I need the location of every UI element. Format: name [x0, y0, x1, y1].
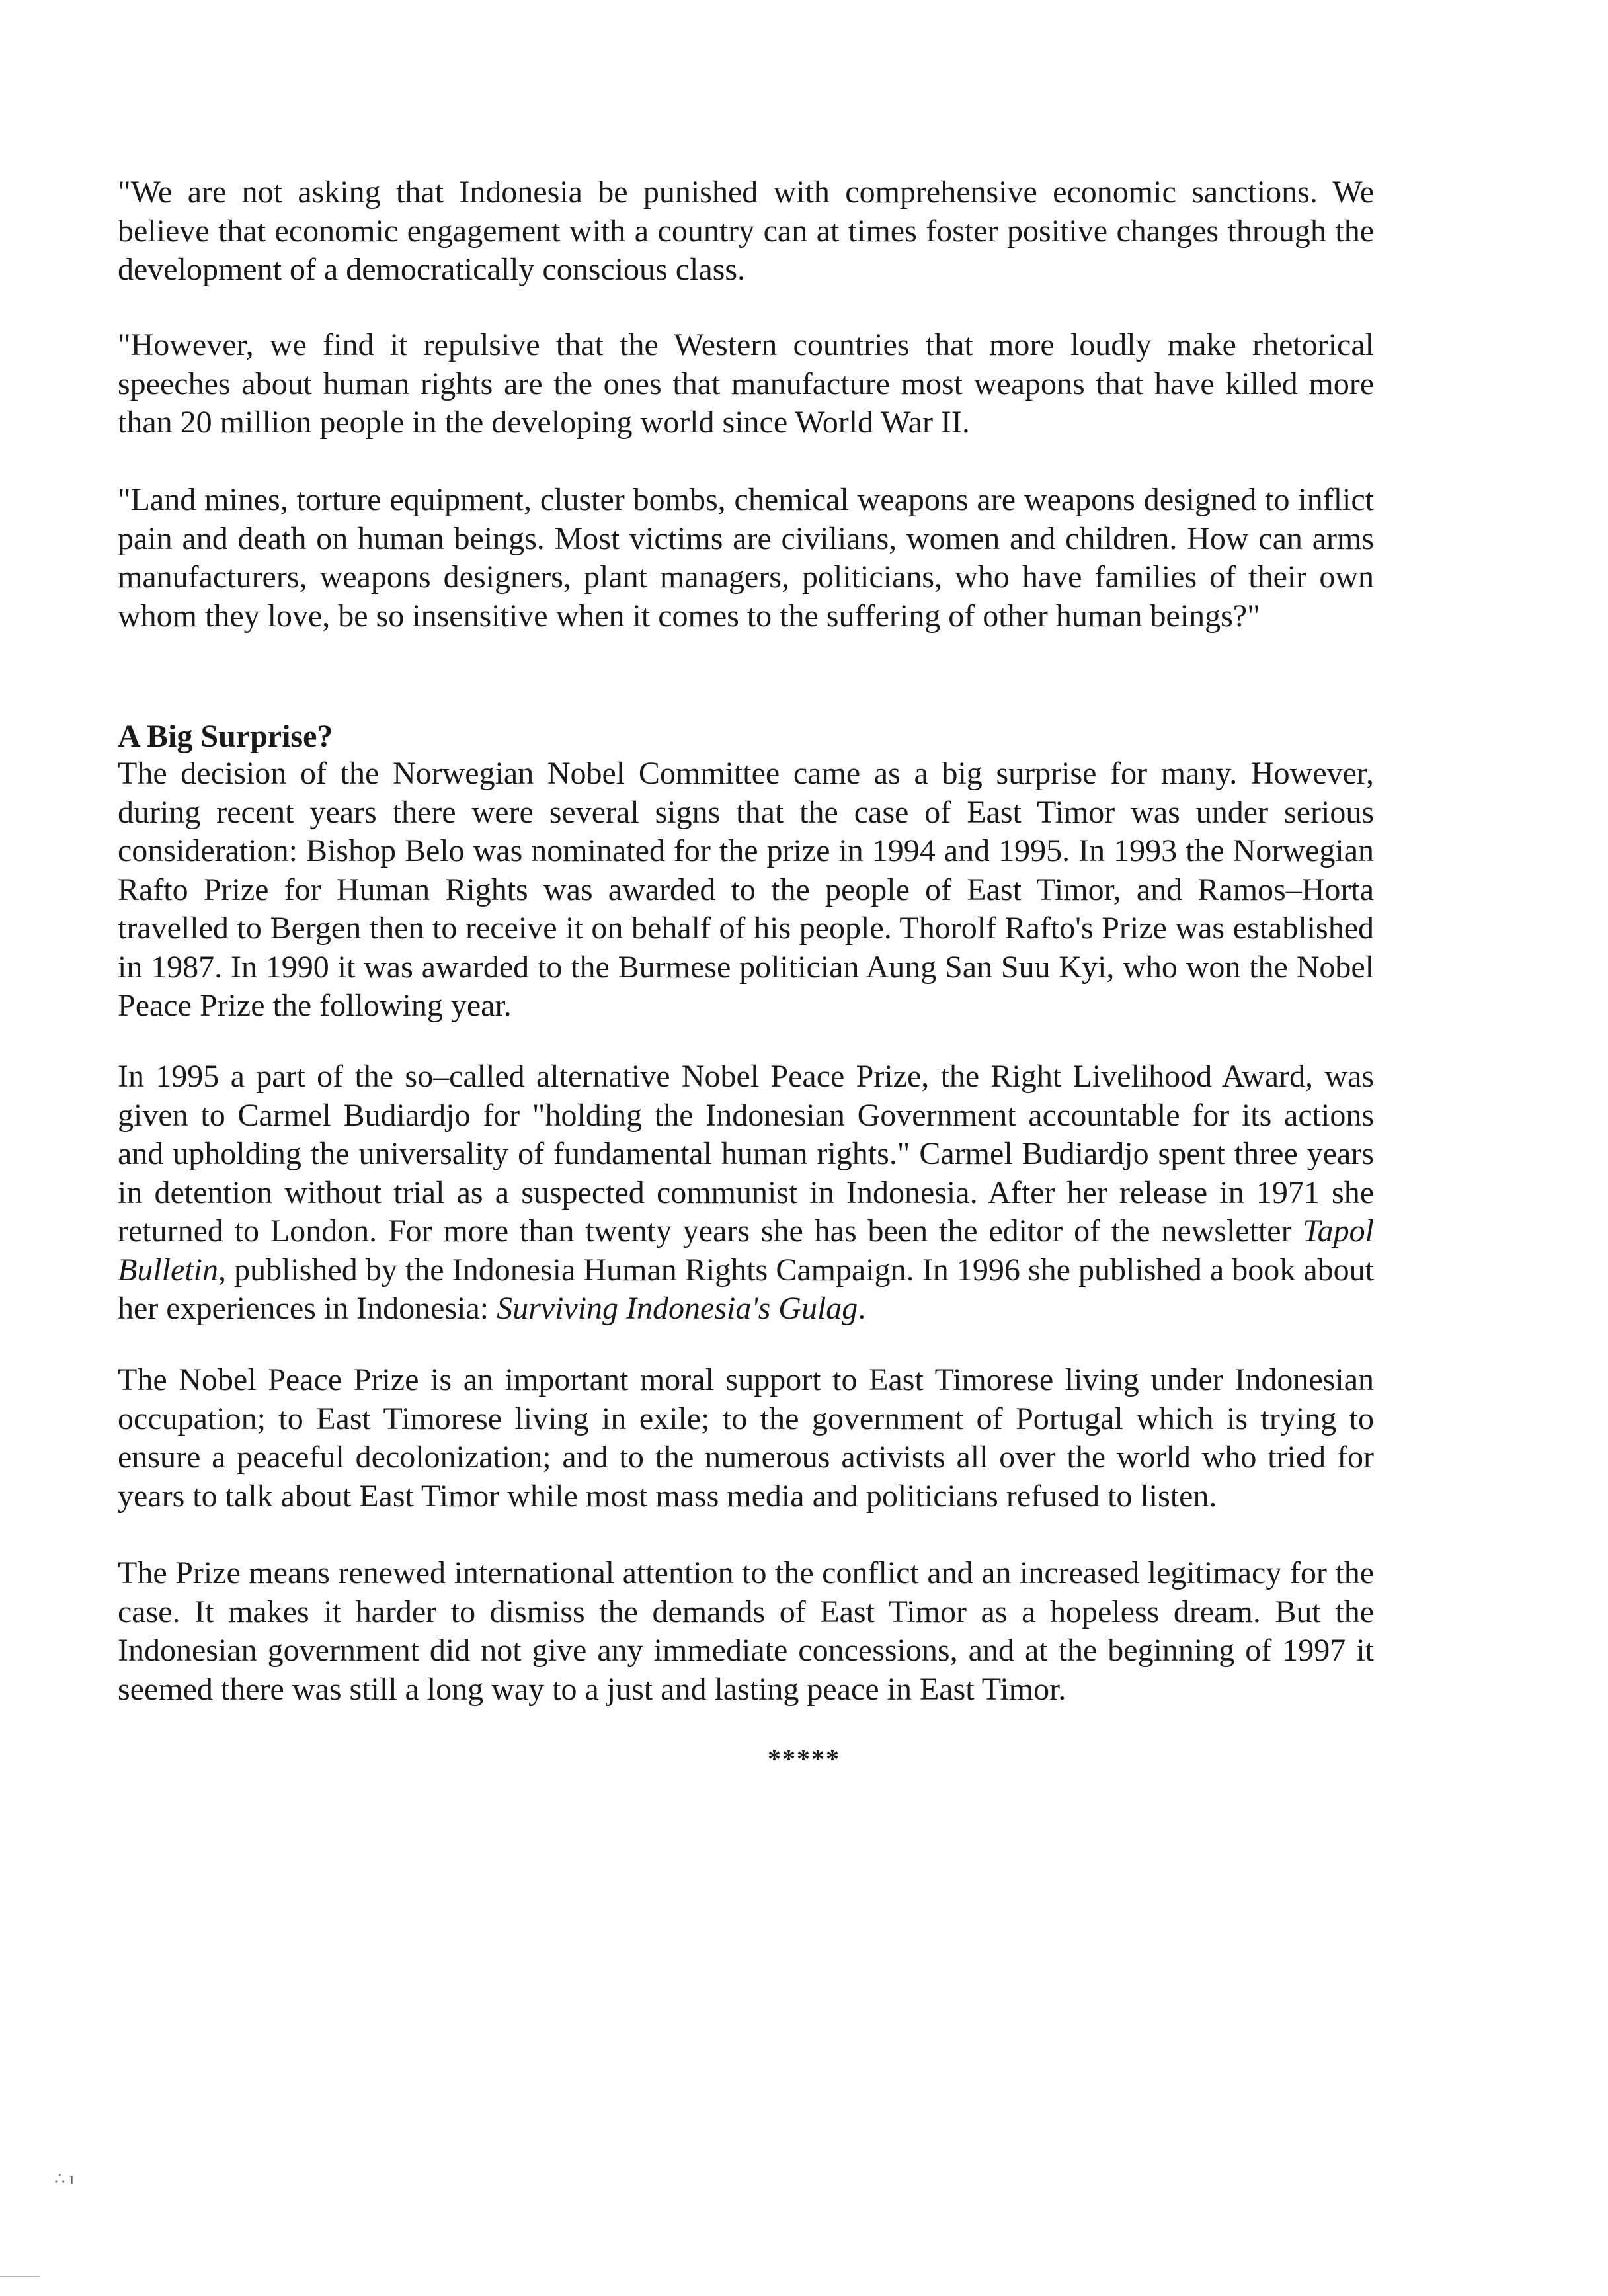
book-title-gulag: Surviving Indonesia's Gulag [497, 1291, 858, 1326]
body-paragraph-4: The Prize means renewed international attention to the conflict and an increased legitimacy for the case. It makes it harder to dismiss the demands of East Timor as a hopeless dream. But the Indonesian government did not give any immediate concessions, and at the beginning of 1997 it seemed there was still a long way to a just and lasting peace in East Timor. [118, 1555, 1374, 1707]
body-paragraph-2-text-a: In 1995 a part of the so–called alternative Nobel Peace Prize, the Right Livelihood Award, was given to Carmel Budiardjo for "holding the Indonesian Government accountable for its actions and upholding the universality of fundamental human rights." Carmel Budiardjo spent three years in detention without trial as a suspected communist in Indonesia. After her release in 1971 she returned to London. For more than twenty years she has been the editor of the newsletter [118, 1059, 1374, 1249]
section-separator: ***** [768, 1744, 840, 1774]
publication-title-tapol: Tapol Bulletin [118, 1213, 1374, 1288]
quote-paragraph-3: "Land mines, torture equipment, cluster bombs, chemical weapons are weapons designed to inflict pain and death on human beings. Most victims are civilians, women and children. How can arms manufacturers, weapons designers, plant managers, politicians, who have families of their own whom they love, be so insensitive when it comes to the suffering of other human beings?" [118, 482, 1374, 634]
body-paragraph-2-text-c: . [858, 1291, 866, 1326]
section-heading: A Big Surprise? [118, 719, 333, 754]
quote-paragraph-2: "However, we find it repulsive that the Western countries that more loudly make rhetorical speeches about human rights are the ones that manufacture most weapons that have killed more than 20 million people in the developing world since World War II. [118, 327, 1374, 440]
page-mark: ∴ ı [54, 2169, 75, 2188]
body-paragraph-1: The decision of the Norwegian Nobel Committee came as a big surprise for many. However, during recent years there were several signs that the case of East Timor was under serious consideration: Bishop Belo was nominated for the prize in 1994 and 1995. In 1993 the Norwegian Rafto Prize for Human Rights was awarded to the people of East Timor, and Ramos–Horta travelled to Bergen then to receive it on behalf of his people. Thorolf Rafto's Prize was established in 1987. In 1990 it was awarded to the Burmese politician Aung San Suu Kyi, who won the Nobel Peace Prize the following year. [118, 756, 1374, 1023]
quote-paragraph-1: "We are not asking that Indonesia be punished with comprehensive economic sanctions. We believe that economic engagement with a country can at times foster positive changes through the development of a democratically conscious class. [118, 175, 1374, 287]
body-paragraph-2 [118, 1057, 1374, 1329]
body-paragraph-3: The Nobel Peace Prize is an important moral support to East Timorese living under Indonesian occupation; to East Timorese living in exile; to the government of Portugal which is trying to ensure a peaceful decolonization; and to the numerous activists all over the world who tried for years to talk about East Timor while most mass media and politicians refused to listen. [118, 1362, 1374, 1514]
body-paragraph-2-text-b: , published by the Indonesia Human Rights Campaign. In 1996 she published a book about her experiences in Indonesia: [118, 1252, 1374, 1326]
scan-edge-line [0, 2276, 40, 2277]
